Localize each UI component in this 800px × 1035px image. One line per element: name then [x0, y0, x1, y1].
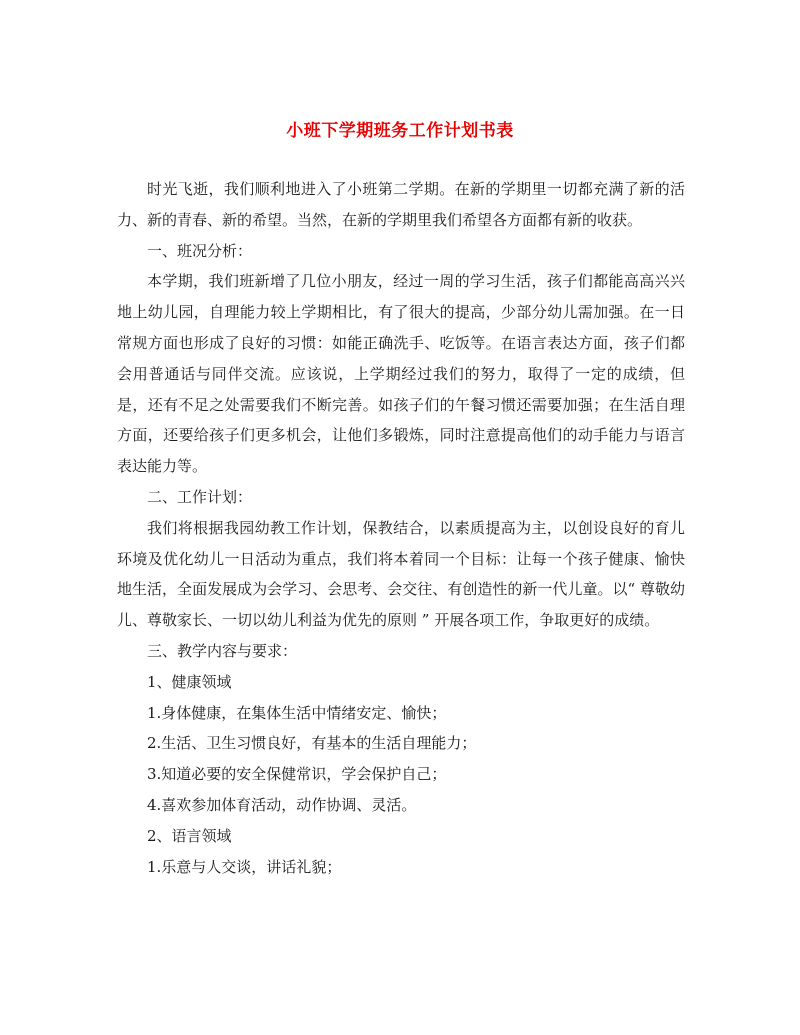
health-domain-heading: 1、健康领域 — [147, 672, 232, 691]
document-body — [117, 174, 685, 882]
language-domain-heading: 2、语言领域 — [147, 826, 232, 845]
health-item-1: 1.身体健康，在集体生活中情绪安定、愉快； — [147, 703, 447, 722]
language-item-1: 1.乐意与人交谈，讲话礼貌； — [147, 857, 342, 876]
intro-paragraph: 时光飞逝，我们顺利地进入了小班第二学期。在新的学期里一切都充满了新的活力、新的青春、新的希望。当然，在新的学期里我们希望各方面都有新的收获。 — [117, 180, 685, 229]
section-1-body: 本学期，我们班新增了几位小朋友，经过一周的学习生活，孩子们都能高高兴兴地上幼儿园，自理能力较上学期相比，有了很大的提高，少部分幼儿需加强。在一日常规方面也形成了良好的习惯：如能正确洗手、吃饭等。在语言表达方面，孩子们都会用普通话与同伴交流。应该说，上学期经过我们的努力，取得了一定的成绩，但是，还有不足之处需要我们不断完善。如孩子们的午餐习惯还需要加强；在生活自理方面，还要给孩子们更多机会，让他们多锻炼，同时注意提高他们的动手能力与语言表达能力等。 — [117, 272, 685, 476]
document-title: 小班下学期班务工作计划书表 — [286, 121, 514, 141]
section-2-body: 我们将根据我园幼教工作计划，保教结合，以素质提高为主，以创设良好的育儿环境及优化幼儿一日活动为重点，我们将本着同一个目标：让每一个孩子健康、愉快地生活，全面发展成为会学习、会思考、会交往、有创造性的新一代儿童。以“ 尊敬幼儿、尊敬家长、一切以幼儿利益为优先的原则 ” 开展各项工作，争取更好的成绩。 — [117, 518, 685, 630]
health-item-3: 3.知道必要的安全保健常识，学会保护自己； — [147, 765, 447, 784]
health-item-4: 4.喜欢参加体育活动，动作协调、灵活。 — [147, 795, 417, 814]
health-item-2: 2.生活、卫生习惯良好，有基本的生活自理能力； — [147, 734, 477, 753]
section-2-heading: 二、工作计划： — [147, 487, 253, 506]
section-1-heading: 一、班况分析： — [147, 241, 253, 260]
section-3-heading: 三、教学内容与要求： — [147, 641, 298, 660]
